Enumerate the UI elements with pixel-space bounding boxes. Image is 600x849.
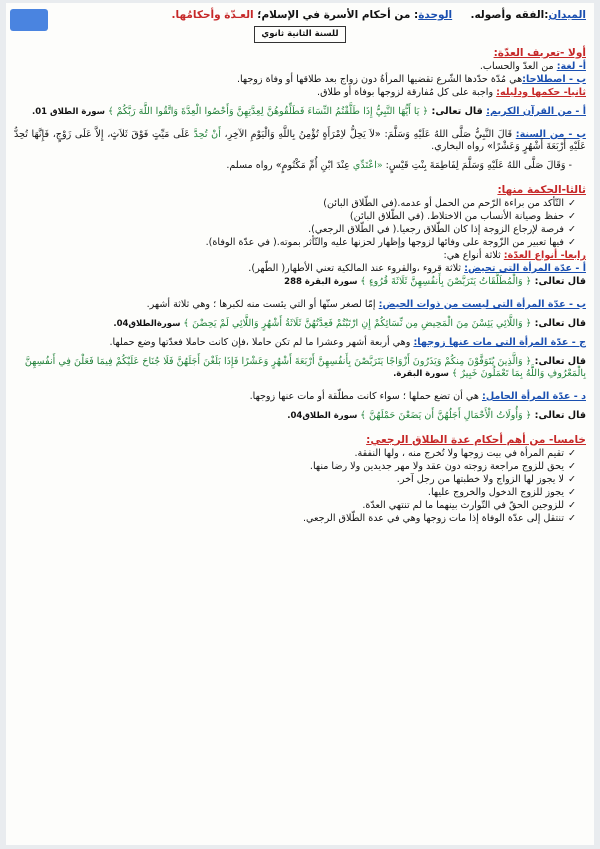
type-c-verse-row	[14, 356, 586, 380]
section-3-title: ثالثا-الحكمة منها:	[497, 183, 586, 196]
check-icon: ✓	[567, 223, 576, 235]
type-b-text: إمّا لصغر سنّها أو التي يئست منه لكبرها ؛ وهي ثلاثة أشهر.	[146, 298, 379, 310]
type-c-intro: قال تعالى:	[531, 355, 586, 367]
list-item: ✓حفظ وصيانة الأنساب من الاختلاط. (في الطّلاق البائن)	[349, 210, 576, 222]
list-item: ✓تقيم المرأة في بيت زوجها ولا تُخرج منه ، ولها النفقة.	[354, 447, 576, 459]
list-item: ✓التّأكد من براءة الرّحم من الحمل أو عدمه.(في الطّلاق البائن)	[323, 197, 576, 209]
type-d	[14, 391, 586, 403]
type-d-verse-row	[14, 410, 586, 422]
list-item: ✓لا يجوز لها الزواج ولا خطبتها من رجل آخر.	[396, 473, 576, 485]
quran-evidence	[14, 106, 586, 118]
type-c-ref: سورة البقرة.	[393, 368, 452, 379]
types-tail: ثلاثة أنواع هي:	[443, 249, 504, 261]
document-page	[6, 3, 594, 845]
list-item: ✓تنتقل إلى عدّة الوفاة إذا مات زوجها وهي في عدة الطّلاق الرجعي.	[303, 512, 576, 524]
type-c-verse: ﴿ وَالَّذِينَ يُتَوَفَّوْنَ مِنكُمْ وَيَذَرُونَ أَزْوَاجًا يَتَرَبَّصْنَ بِأَنفُسِهِنَّ أَرْبَعَةَ أَشْهُرٍ وَعَشْرًا فَإِذَا بَلَغْنَ أَجَلَهُنَّ فَلَا جُنَاحَ عَلَيْكُمْ فِيمَا فَعَلْنَ فِي أَنفُسِهِنَّ بِالْمَعْرُوفِ وَاللَّهُ بِمَا تَعْمَلُونَ خَبِيرٌ ﴾	[24, 355, 586, 379]
check-icon: ✓	[567, 499, 576, 511]
check-icon: ✓	[567, 460, 576, 472]
sunnah-highlight: أَنْ تُحِدَّ	[193, 128, 221, 140]
hadith2-text-1: - وَقَالَ صَلَّى اللهُ عَلَيْهِ وَسَلَّمَ لِفَاطِمَةَ بِنْتِ قَيْسٍ:	[382, 159, 572, 171]
check-icon: ✓	[567, 210, 576, 222]
term-label: ب - اصطلاحا:	[522, 73, 586, 85]
type-a	[14, 263, 586, 275]
lang-label: أ- لغة:	[556, 60, 586, 72]
type-d-intro: قال تعالى:	[531, 409, 586, 421]
check-icon: ✓	[567, 197, 576, 209]
hadith2-text-2: عِنْدَ ابْنِ أُمِّ مَكْتُومٍ» رواه مسلم.	[226, 159, 353, 171]
quran-ref: سورة الطلاق 01.	[31, 106, 108, 117]
type-d-text: هي أن تضع حملها ؛ سواء كانت مطلّقة أو مات عنها زوجها.	[249, 390, 482, 402]
list-item: ✓للزوجين الحقّ في التّوارث بينهما ما لم تنتهي العدّة.	[362, 499, 576, 511]
type-d-verse: ﴿ وَأُولَاتُ الْأَحْمَالِ أَجَلُهُنَّ أَن يَضَعْنَ حَمْلَهُنَّ ﴾	[360, 409, 532, 421]
corner-logo	[10, 9, 48, 31]
header	[14, 9, 586, 22]
check-icon: ✓	[567, 486, 576, 498]
sunnah-evidence	[14, 129, 586, 153]
hadith2-highlight: «اعْتَدِّي	[352, 159, 383, 171]
type-a-text: ثلاثة قروء ،والقروء عند المالكية تعني الأطهار( الطّهر).	[248, 262, 465, 274]
type-b-label: ب - عدّة المرأة التي ليست من ذوات الحيض:	[378, 298, 586, 310]
section-4-title: رابعا- أنواع العدّة:	[503, 249, 586, 261]
type-c	[14, 337, 586, 349]
unit-value: : من أحكام الأسرة في الإسلام؛	[257, 9, 419, 21]
quran-verse: ﴿ يَا أَيُّهَا النَّبِيُّ إِذَا طَلَّقْتُمُ النِّسَاءَ فَطَلِّقُوهُنَّ لِعِدَّتِهِنَّ وَأَحْصُوا الْعِدَّةَ وَاتَّقُوا اللَّهَ رَبَّكُمْ ﴾	[107, 105, 429, 117]
ruling-text: واجبة على كل مُفارقة لزوجها بوفاة أو طلاق.	[317, 86, 497, 98]
type-b-verse-row	[14, 318, 586, 330]
unit-label: الوحدة	[418, 9, 453, 21]
list-item: ✓فرصة لإرجاع الزوجة إذا كان الطّلاق رجعيا.( في الطّلاق الرجعي).	[308, 223, 576, 235]
field-label: الميدان	[548, 9, 586, 21]
section-2-title: ثانيا- حكمها ودليله:	[496, 86, 586, 98]
list-item: ✓فيها تعبير من الزّوجة على وفائها لزوجها وإظهار لحزنها عليه والتّأثر بموته.( في عدّة الوفاة).	[205, 236, 576, 248]
definition-term	[14, 74, 586, 86]
type-a-verse: ﴿ وَالْمُطَلَّقَاتُ يَتَرَبَّصْنَ بِأَنفُسِهِنَّ ثَلَاثَةَ قُرُوءٍ ﴾	[360, 275, 532, 287]
ruling-row	[14, 87, 586, 99]
type-d-ref: سورة الطلاق04.	[287, 410, 361, 421]
list-item: ✓يحق للزوج مراجعة زوجته دون عقد ولا مهر جديدين ولا رضا منها.	[309, 460, 576, 472]
check-icon: ✓	[567, 447, 576, 459]
type-a-intro: قال تعالى:	[531, 275, 586, 287]
wisdom-list	[14, 198, 586, 249]
type-c-label: ج - عدّة المرأة التي مات عنها زوجها:	[413, 336, 586, 348]
list-item: ✓يجوز للزوج الدخول والخروج عليها.	[427, 486, 576, 498]
quran-label: أ - من القرآن الكريم:	[486, 105, 586, 117]
type-b-ref: سورةالطلاق04.	[113, 318, 184, 329]
type-a-verse-row	[14, 276, 586, 288]
field-value: :الفقه وأصوله.	[470, 9, 549, 21]
check-icon: ✓	[567, 512, 576, 524]
check-icon: ✓	[567, 236, 576, 248]
rulings-list	[14, 448, 586, 525]
grade-badge: للسنة الثانية ثانوي	[254, 26, 346, 43]
type-c-text: وهي أربعة أشهر وعشرا ما لم تكن حاملا ،فإن كانت حاملا فعدّتها وضع حملها.	[109, 336, 414, 348]
type-a-ref: سورة البقرة 288	[284, 276, 361, 287]
unit-topic: العـدّة وأحكامُها.	[171, 9, 258, 21]
lang-text: من العدّ والحساب.	[479, 60, 557, 72]
hadith-2	[14, 160, 586, 172]
type-a-label: أ - عدّة المرأة التي تحيض:	[464, 262, 586, 274]
type-b	[14, 299, 586, 311]
section-5-title: خامسا- من أهم أحكام عدة الطلاق الرجعي:	[366, 433, 586, 446]
sunnah-label: ب - من السنة:	[515, 128, 586, 140]
section-1-title: أولا -تعريف العدّة:	[493, 46, 586, 59]
quran-intro: قال تعالى:	[428, 105, 487, 117]
sunnah-text-2: عَلَى مَيِّتٍ فَوْقَ ثَلاَثٍ، إِلاَّ عَلَى زَوْجٍ، فَإِنَّهَا تُحِدُّ عَلَيْهِ أَرْبَعَةَ أَشْهُرٍ وَعَشْرًا» رواه البخاري.	[14, 128, 586, 152]
type-b-verse: ﴿ وَاللَّائِي يَئِسْنَ مِنَ الْمَحِيضِ مِن نِّسَائِكُمْ إِنِ ارْتَبْتُمْ فَعِدَّتُهُنَّ ثَلَاثَةُ أَشْهُرٍ وَاللَّائِي لَمْ يَحِضْنَ ﴾	[183, 317, 532, 329]
type-b-intro: قال تعالى:	[531, 317, 586, 329]
sunnah-text-1: قَالَ النَّبِيُّ صَلَّى اللهُ عَلَيْهِ وَسَلَّمَ: «لاَ يَحِلُّ لاِمْرَأَةٍ تُؤْمِنُ بِاللَّهِ وَالْيَوْمِ الآخِرِ،	[220, 128, 516, 140]
check-icon: ✓	[567, 473, 576, 485]
term-text: هي مُدّة حدّدها الشّرع تقضيها المرأةُ دون زواج بعد طلاقها أو وفاة زوجها.	[236, 73, 523, 85]
type-d-label: د - عدّة المرأة الحامل:	[481, 390, 586, 402]
types-row	[14, 250, 586, 262]
definition-language	[14, 61, 586, 73]
